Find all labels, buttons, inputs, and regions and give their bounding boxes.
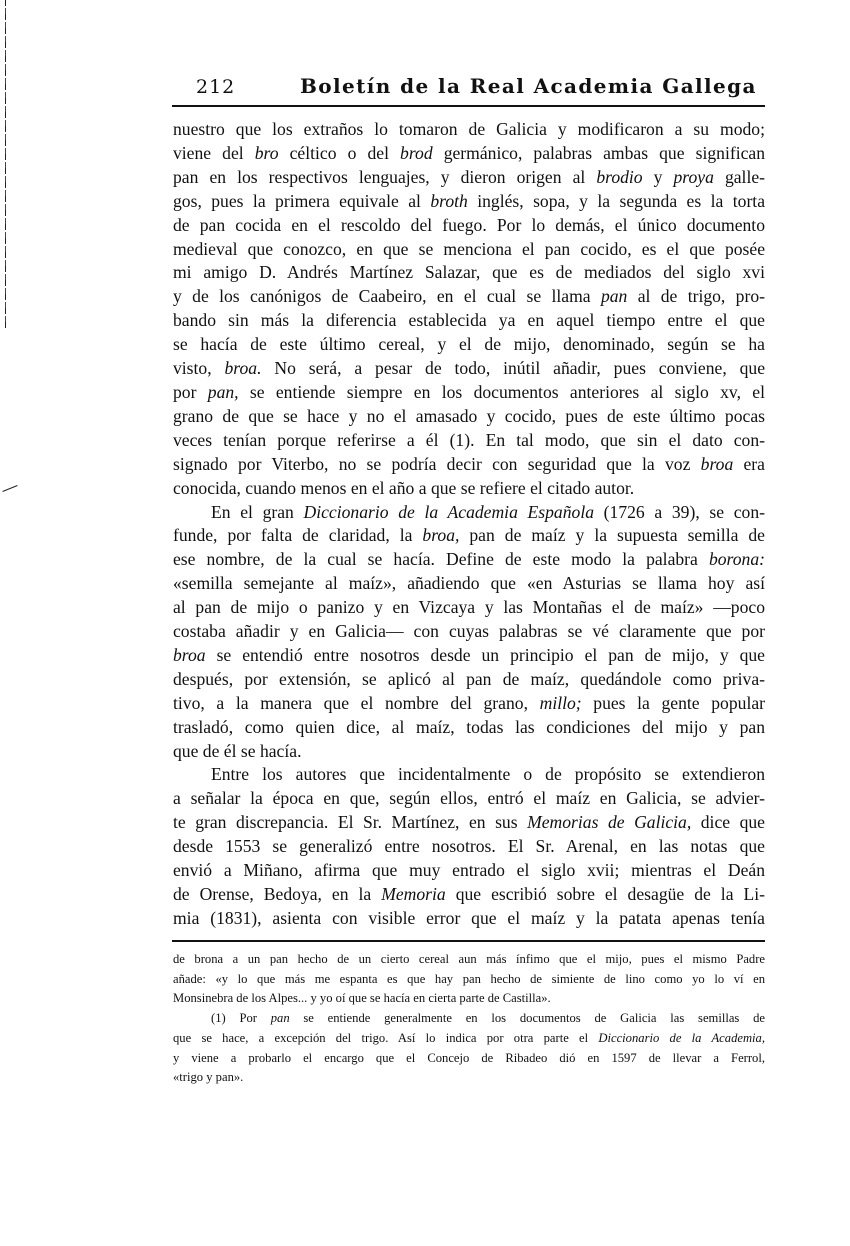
italic-term: Memoria [381,884,446,904]
italic-term: broth [430,190,468,211]
body-text-line: de Orense, Bedoya, en la Memoria que escribió sobre el desagüe de la Li- [173,884,765,904]
footnote-line: (1) Por pan se entiende generalmente en los documentos de Galicia las semillas de [211,1011,765,1026]
italic-term: broa [700,453,734,474]
footnotes [173,950,765,1088]
body-text-line: nuestro que los extraños lo tomaron de Galicia y modificaron a su modo; [173,119,765,139]
body-text-line: signado por Viterbo, no se podría decir con seguridad que la voz broa era [173,453,765,474]
italic-term: bro [254,142,279,163]
body-text-line: y de los canónigos de Caabeiro, en el cual se llama pan al de trigo, pro- [173,286,765,307]
italic-term: Diccionario de la Academia Española [303,501,595,522]
italic-term: borona: [708,549,765,570]
footnote-line: que se hace, a excepción del trigo. Así lo indica por otra parte el Diccionario de la Academia, [173,1030,765,1045]
body-text-line: mia (1831), asienta con visible error que el maíz y la patata apenas tenía [173,907,765,928]
body-text-line: veces tenían porque referirse a él (1). En tal modo, que sin el dato con- [173,429,765,450]
italic-term: pan, [207,381,239,402]
running-title: Boletín de la Real Academia Gallega [300,74,757,98]
body-text-line: viene del bro céltico o del brod germánico, palabras ambas que significan [173,142,765,163]
body-text-line: pan en los respectivos lenguajes, y dieron origen al brodio y proya galle- [173,166,766,187]
body-text-line: por pan, se entiende siempre en los documentos anteriores al siglo xv, el [173,381,765,402]
body-text-line: se hacía de este último cereal, y el de mijo, denominado, según se ha [173,334,765,355]
body-text-line: medieval que conozco, en que se menciona el pan cocido, es el que posée [173,238,765,259]
footnote-line: Monsinebra de los Alpes... y yo oí que se hacía en cierta parte de Castilla». [173,991,551,1006]
body-text-line: funde, por falta de claridad, la broa, pan de maíz y la supuesta semilla de [173,525,765,546]
italic-term: brodio [596,166,643,187]
body-text-line: gos, pues la primera equivale al broth inglés, sopa, y la segunda es la torta [173,190,765,211]
body-text-line: trasladó, como quien dice, al maíz, todas las condiciones del mijo y pan [173,716,765,737]
italic-term: proya [673,166,714,187]
footnote-line: «trigo y pan». [173,1070,244,1085]
body-text-line: Entre los autores que incidentalmente o de propósito se extendieron [211,764,765,785]
body-text-line: «semilla semejante al maíz», añadiendo que «en Asturias se llama hoy así [173,573,765,594]
body-text [173,118,765,931]
body-text-line: bando sin más la diferencia establecida ya en aquel tiempo entre el que [173,310,765,331]
body-text-line: a señalar la época en que, según ellos, entró el maíz en Galicia, se advier- [173,788,765,809]
body-text-line: grano de que se hace y no el amasado y cocido, pues de este último pocas [173,405,765,426]
italic-term: Diccionario de la Academia, [598,1030,765,1045]
body-text-line: después, por extensión, se aplicó al pan de maíz, quedándole como priva- [173,668,765,689]
scan-margin-artifact [5,0,6,330]
italic-term: brod [400,142,433,163]
body-text-line: que de él se hacía. [173,740,302,761]
body-text-line: mi amigo D. Andrés Martínez Salazar, que es de mediados del siglo xvi [173,262,765,283]
page-number: 212 [196,76,236,98]
italic-term: pan [600,286,628,307]
footnote-line: de brona a un pan hecho de un cierto cereal aun más ínfimo que el mijo, pues el mismo Padre [173,952,765,966]
italic-term: millo; [539,692,582,713]
italic-term: pan [270,1011,290,1026]
body-text-line: costaba añadir y en Galicia— con cuyas palabras se vé claramente que por [173,621,765,642]
footnote-rule [172,940,765,942]
scan-margin-mark [2,485,17,492]
body-text-line: desde 1553 se generalizó entre nosotros. El Sr. Arenal, en las notas que [173,836,765,857]
body-text-line: de pan cocida en el rescoldo del fuego. Por lo demás, el único documento [173,214,765,235]
body-text-line: al pan de mijo o panizo y en Vizcaya y las Montañas el de maíz» —poco [173,597,765,618]
footnote-line: añade: «y lo que más me espanta es que hay pan hecho de simiente de lino como yo lo ví en [173,971,765,986]
italic-term: Memorias de Galicia, [527,812,692,833]
body-text-line: ese nombre, de la cual se hacía. Define de este modo la palabra borona: [173,549,765,570]
page-header [196,74,761,104]
body-text-line: conocida, cuando menos en el año a que se refiere el citado autor. [173,477,635,498]
body-text-line: broa se entendió entre nosotros desde un principio el pan de mijo, y que [173,644,765,665]
italic-term: broa. [224,358,262,379]
footnote-line: y viene a probarlo el encargo que el Concejo de Ribadeo dió en 1597 de llevar a Ferrol, [173,1050,765,1065]
italic-term: broa, [422,525,460,546]
body-text-line: envió a Miñano, afirma que muy entrado el siglo xvii; mientras el Deán [173,860,765,881]
body-text-line: tivo, a la manera que el nombre del grano, millo; pues la gente popular [173,692,765,713]
body-text-line: te gran discrepancia. El Sr. Martínez, en sus Memorias de Galicia, dice que [173,812,765,833]
italic-term: broa [173,644,206,665]
body-text-line: En el gran Diccionario de la Academia Española (1726 a 39), se con- [211,501,765,522]
body-text-line: visto, broa. No será, a pesar de todo, inútil añadir, pues conviene, que [173,358,765,379]
header-rule [172,105,765,107]
